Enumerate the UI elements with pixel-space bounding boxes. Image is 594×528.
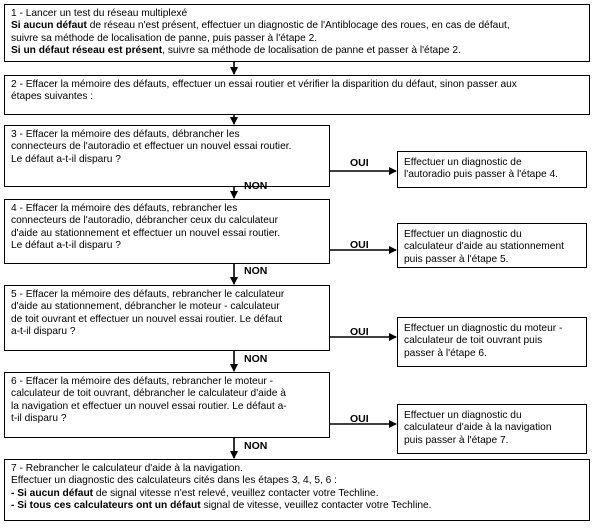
step-7-intro: Effectuer un diagnostic des calculateurs cités dans les étapes 3, 4, 5, 6 : <box>11 475 338 487</box>
step-1-box <box>4 4 590 62</box>
step-5-no-label: NON <box>244 353 268 365</box>
step-3-no-label: NON <box>244 180 268 192</box>
step-6-result-line: calculateur d'aide à la navigation <box>404 422 552 434</box>
step-7-title: 7 - Rebrancher le calculateur d'aide à la navigation. <box>11 463 243 474</box>
step-4-line: 4 - Effacer la mémoire des défauts, rebrancher les <box>11 203 238 214</box>
step-6-line: calculateur de toit ouvrant, débrancher le calculateur d'aide à <box>11 388 286 400</box>
step-4-no-label: NON <box>244 265 268 277</box>
step-6-result-box <box>397 404 587 454</box>
step-6-result-line: puis passer à l'étape 7. <box>404 434 509 446</box>
step-3-line: 3 - Effacer la mémoire des défauts, débrancher les <box>11 129 240 140</box>
step-4-result-line: puis passer à l'étape 5. <box>404 253 509 265</box>
step-3-result-line: l'autoradio puis passer à l'étape 4. <box>404 169 558 181</box>
step-3-line: connecteurs de l'autoradio et effectuer un nouvel essai routier. <box>11 141 292 153</box>
step-6-line: la navigation et effectuer un nouvel essai routier. Le défaut a- <box>11 400 287 412</box>
step-3-result-box <box>397 151 587 188</box>
step-6-line: 6 - Effacer la mémoire des défauts, rebrancher le moteur - <box>11 376 273 387</box>
step-5-line: d'aide au stationnement, débrancher le moteur - calculateur <box>11 301 280 313</box>
step-3-box <box>4 125 330 187</box>
step-7-no-fault: - Si aucun défaut de signal vitesse n'est relevé, veuillez contacter votre Techline. <box>11 487 379 499</box>
step-1-title: 1 - Lancer un test du réseau multiplexé <box>11 8 188 19</box>
step-4-result-line: calculateur d'aide au stationnement <box>404 241 564 253</box>
step-6-line: t-il disparu ? <box>11 413 67 425</box>
step-5-box <box>4 285 330 351</box>
step-5-yes-label: OUI <box>350 326 369 338</box>
step-4-result-box <box>397 223 587 268</box>
step-6-box <box>4 372 330 438</box>
step-5-result-line: calculateur de toit ouvrant puis <box>404 335 543 347</box>
step-5-result-line: passer à l'étape 6. <box>404 347 487 359</box>
step-1-follow: suivre sa méthode de localisation de panne, puis passer à l'étape 2. <box>11 32 318 44</box>
step-7-box <box>4 459 590 521</box>
step-6-result-line: Effectuer un diagnostic du <box>404 410 522 421</box>
step-5-result-box <box>397 317 587 367</box>
step-4-box <box>4 199 330 264</box>
step-4-line: d'aide au stationnement et effectuer un nouvel essai routier. <box>11 227 281 239</box>
step-5-result-line: Effectuer un diagnostic du moteur - <box>404 323 563 334</box>
step-1-fault: Si un défaut réseau est présent, suivre sa méthode de localisation de panne et passer à l'étape 2. <box>11 45 461 57</box>
step-3-yes-label: OUI <box>350 157 369 169</box>
step-6-yes-label: OUI <box>350 413 369 425</box>
step-1-no-fault: Si aucun défaut de réseau n'est présent, effectuer un diagnostic de l'Antiblocage des roues, en cas de défaut, <box>11 20 510 32</box>
step-4-line: Le défaut a-t-il disparu ? <box>11 240 121 252</box>
step-4-result-line: Effectuer un diagnostic du <box>404 229 522 240</box>
step-4-yes-label: OUI <box>350 239 369 251</box>
step-2-line-1: 2 - Effacer la mémoire des défauts, effectuer un essai routier et vérifier la disparition du défaut, sinon passer aux <box>11 79 517 90</box>
step-3-result-line: Effectuer un diagnostic de <box>404 157 522 168</box>
step-5-line: a-t-il disparu ? <box>11 326 76 338</box>
step-3-line: Le défaut a-t-il disparu ? <box>11 153 121 165</box>
step-2-box <box>4 75 590 115</box>
step-5-line: 5 - Effacer la mémoire des défauts, rebrancher le calculateur <box>11 289 285 300</box>
step-6-no-label: NON <box>244 440 268 452</box>
step-5-line: de toit ouvrant et effectuer un nouvel essai routier. Le défaut <box>11 313 283 325</box>
step-4-line: connecteurs de l'autoradio, débrancher ceux du calculateur <box>11 215 278 227</box>
step-2-line-2: étapes suivantes : <box>11 91 94 103</box>
step-7-all-fault: - Si tous ces calculateurs ont un défaut signal de vitesse, veuillez contacter votre Techline. <box>11 500 432 512</box>
